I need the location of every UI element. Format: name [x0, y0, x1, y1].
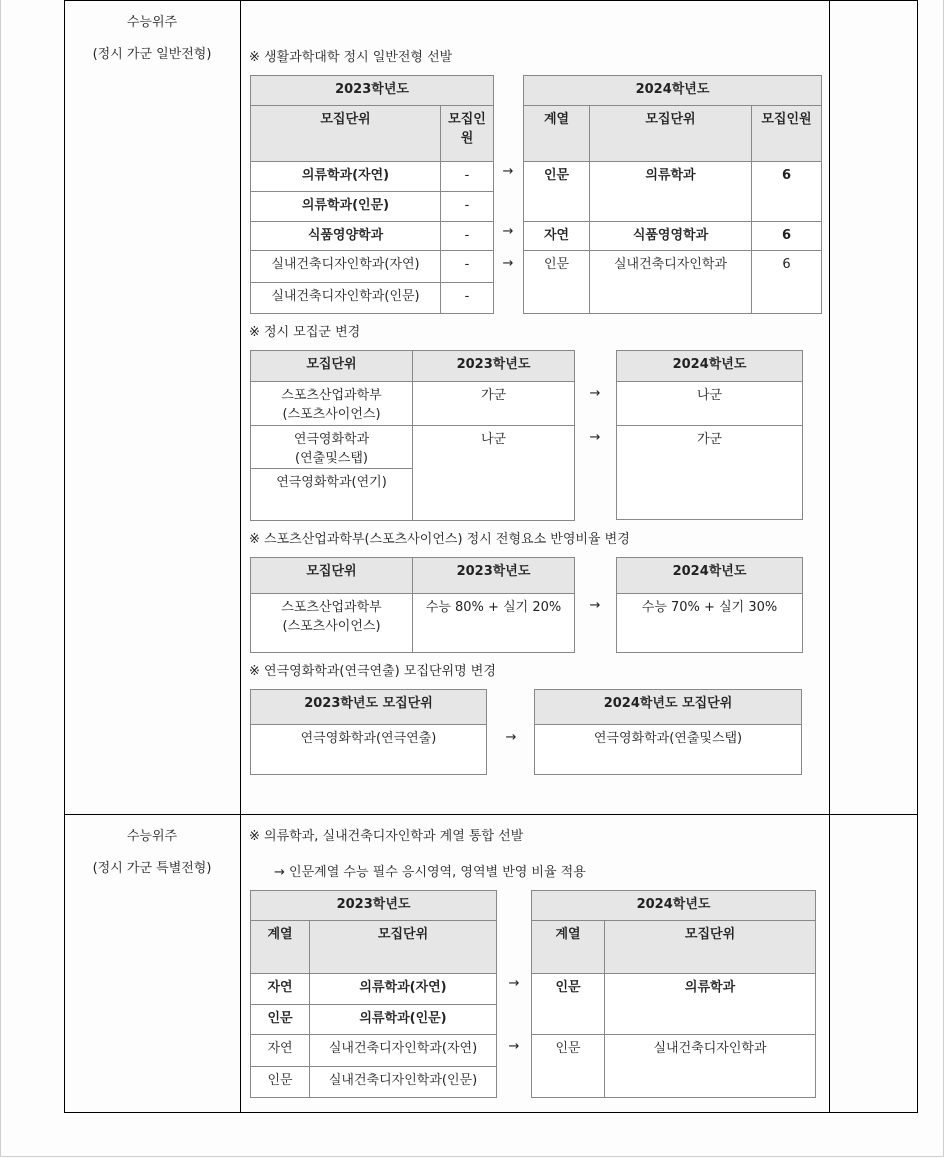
header-2024-unit: 2024학년도 모집단위: [535, 690, 802, 725]
arrow-icon: →: [508, 1039, 520, 1054]
arrow-icon: →: [505, 730, 517, 745]
table-cell-unit: 실내건축디자인학과(인문): [251, 283, 441, 314]
table-cell-count: -: [441, 222, 494, 251]
table-cell-2024: 가군: [617, 426, 803, 520]
table-cell-count: 6: [752, 162, 822, 222]
header-track: 계열: [532, 921, 605, 974]
table5-right-title: 2024학년도: [532, 891, 816, 921]
table-cell-2024: 수능 70% + 실기 30%: [617, 594, 803, 653]
header-2023: 2023학년도: [413, 351, 575, 382]
table2-2024: [616, 350, 803, 520]
table5-left-title: 2023학년도: [251, 891, 497, 921]
unit-line1: 스포츠산업과학부: [281, 600, 382, 615]
arrow-icon: →: [589, 598, 601, 613]
section-label-line2: (정시 가군 특별전형): [92, 861, 212, 876]
table-cell-unit: 연극영화학과(연기): [251, 469, 413, 521]
outer-border-left: [64, 0, 65, 1113]
table-cell-2023: 가군: [413, 382, 575, 426]
table-cell-unit: 식품영영학과: [590, 222, 752, 251]
header-2024: 2024학년도: [617, 558, 803, 594]
table-cell-track: 인문: [524, 251, 590, 314]
table-cell-2024-unit: 연극영화학과(연출및스탭): [535, 725, 802, 775]
table-cell-track: 인문: [532, 1035, 605, 1098]
header-2023: 2023학년도: [413, 558, 575, 594]
header-unit: 모집단위: [310, 921, 497, 974]
outer-border-bottom: [64, 1112, 918, 1113]
header-count: 모집인원: [441, 106, 494, 162]
table4-2024: [534, 689, 802, 775]
table-cell-unit: 실내건축디자인학과(인문): [310, 1067, 497, 1098]
outer-row-divider: [64, 814, 918, 815]
note-ratio-change: ※ 스포츠산업과학부(스포츠사이언스) 정시 전형요소 반영비율 변경: [249, 532, 630, 547]
arrow-icon: →: [589, 386, 601, 401]
table-cell-unit: 식품영양학과: [251, 222, 441, 251]
table-cell-unit: [251, 426, 413, 469]
unit-line2: (스포츠사이언스): [282, 407, 381, 422]
unit-line1: 스포츠산업과학부: [281, 388, 382, 403]
table-cell-track: 인문: [251, 1067, 310, 1098]
note-name-change: ※ 연극영화학과(연극연출) 모집단위명 변경: [249, 664, 496, 679]
table5-2023: [250, 890, 497, 1098]
table-cell-count: -: [441, 162, 494, 192]
table-cell-unit: 실내건축디자인학과: [590, 251, 752, 314]
table5-2024: [531, 890, 816, 1098]
table-cell-unit: 의류학과(인문): [310, 1005, 497, 1035]
table4-2023: [250, 689, 487, 775]
arrow-icon: →: [508, 976, 520, 991]
table-cell-2023-unit: 연극영화학과(연극연출): [251, 725, 487, 775]
table-cell-unit: 의류학과(인문): [251, 192, 441, 222]
table-cell-unit: [251, 594, 413, 653]
table-cell-track: 자연: [524, 222, 590, 251]
table-cell-track: 인문: [251, 1005, 310, 1035]
note-group-change: ※ 정시 모집군 변경: [249, 325, 361, 340]
table-cell-2024: 나군: [617, 382, 803, 426]
header-unit: 모집단위: [251, 351, 413, 382]
table2-2023: [250, 350, 575, 521]
arrow-icon: →: [502, 256, 514, 271]
header-2023-unit: 2023학년도 모집단위: [251, 690, 487, 725]
header-unit: 모집단위: [251, 106, 441, 162]
unit-line1: 연극영화학과: [293, 432, 370, 447]
table-cell-unit: 의류학과(자연): [251, 162, 441, 192]
table1-2024: [523, 75, 822, 314]
outer-border-top: [64, 0, 918, 1]
table-cell-unit: 실내건축디자인학과(자연): [251, 251, 441, 283]
table-cell-2023: 수능 80% + 실기 20%: [413, 594, 575, 653]
table-cell-track: 인문: [524, 162, 590, 222]
table1-left-title: 2023학년도: [251, 76, 494, 106]
unit-line2: (연출및스탭): [295, 451, 368, 466]
table-cell-2023: 나군: [413, 426, 575, 521]
header-track: 계열: [251, 921, 310, 974]
table-cell-count: -: [441, 251, 494, 283]
outer-divider-1: [240, 0, 241, 1113]
outer-border-right: [917, 0, 918, 1113]
table-cell-unit: 의류학과(자연): [310, 974, 497, 1005]
note-integrated-selection: ※ 의류학과, 실내건축디자인학과 계열 통합 선발: [249, 829, 524, 844]
section-label-line2: (정시 가군 일반전형): [92, 47, 212, 62]
table-cell-unit: 의류학과: [590, 162, 752, 222]
table1-2023: [250, 75, 494, 314]
header-unit: 모집단위: [590, 106, 752, 162]
table-cell-track: 자연: [251, 974, 310, 1005]
table-cell-count: 6: [752, 251, 822, 314]
section-label-line1: 수능위주: [126, 15, 178, 30]
unit-line2: (스포츠사이언스): [282, 619, 381, 634]
arrow-icon: →: [502, 224, 514, 239]
table-cell-unit: 실내건축디자인학과: [605, 1035, 816, 1098]
note-humanities-rule: → 인문계열 수능 필수 응시영역, 영역별 반영 비율 적용: [274, 865, 586, 880]
table-cell-unit: 실내건축디자인학과(자연): [310, 1035, 497, 1067]
table-cell-count: -: [441, 283, 494, 314]
table-cell-track: 인문: [532, 974, 605, 1035]
header-2024: 2024학년도: [617, 351, 803, 382]
arrow-icon: →: [502, 164, 514, 179]
table3-2023: [250, 557, 575, 653]
header-track: 계열: [524, 106, 590, 162]
table3-2024: [616, 557, 803, 653]
note-selection: ※ 생활과학대학 정시 일반전형 선발: [249, 50, 453, 65]
arrow-icon: →: [589, 430, 601, 445]
table-cell-unit: 의류학과: [605, 974, 816, 1035]
table-cell-track: 자연: [251, 1035, 310, 1067]
table-cell-count: 6: [752, 222, 822, 251]
header-unit: 모집단위: [605, 921, 816, 974]
table-cell-unit: [251, 382, 413, 426]
header-unit: 모집단위: [251, 558, 413, 594]
outer-divider-2: [829, 0, 830, 1113]
header-count: 모집인원: [752, 106, 822, 162]
table-cell-count: -: [441, 192, 494, 222]
section-label-line1: 수능위주: [126, 829, 178, 844]
table1-right-title: 2024학년도: [524, 76, 822, 106]
